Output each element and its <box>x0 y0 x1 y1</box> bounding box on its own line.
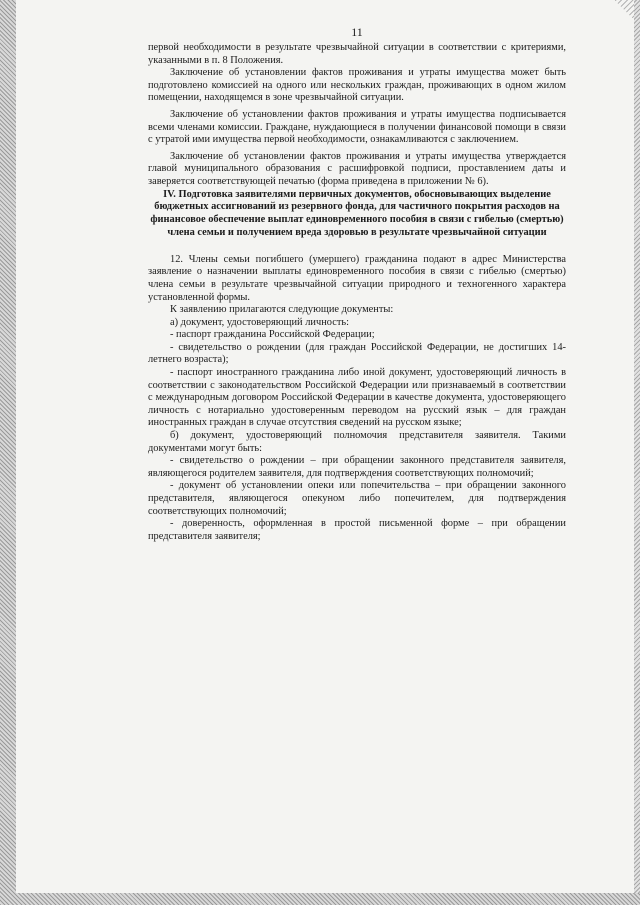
list-item: - свидетельство о рождении – при обращении законного представителя заявителя, являющегося родителем заявителя, для подтверждения соответствующих полномочий; <box>148 455 566 479</box>
page-number: 11 <box>351 25 363 39</box>
scan-edge-right <box>634 0 640 905</box>
paragraph: первой необходимости в результате чрезвычайной ситуации в соответствии с критериями, указанными в п. 8 Положения. <box>148 42 566 66</box>
paragraph: Заключение об установлении фактов проживания и утраты имущества утверждается главой муниципального образования с расшифровкой подписи, проставлением даты и заверяется соответствующей печатью (форма приведена в приложении № 6). <box>148 150 566 187</box>
paragraph: 12. Члены семьи погибшего (умершего) гражданина подают в адрес Министерства заявление о назначении выплаты единовременного пособия в связи с гибелью (смертью) члена семьи в результате чрезвычайной ситуации природного и техногенного характера установленной формы. <box>148 253 566 303</box>
scan-corner-artifact <box>606 0 634 28</box>
scan-edge-bottom <box>0 893 640 905</box>
paragraph: Заключение об установлении фактов проживания и утраты имущества подписывается всеми членами комиссии. Граждане, нуждающиеся в получении финансовой помощи в связи с утратой ими имущества первой необходимости, ознакамливаются с заключением. <box>148 108 566 146</box>
list-item: - паспорт иностранного гражданина либо иной документ, удостоверяющий личность в соответствии с законодательством Российской Федерации или признаваемый в соответствии с международным договором Российской Федерации в качестве документа, удостоверяющего личность с нотариально удостоверенным переводом на русский язык – для граждан иностранных граждан в случае отсутствия сведений на русском языке; <box>148 367 566 429</box>
list-item: - доверенность, оформленная в простой письменной форме – при обращении представителя заявителя; <box>148 518 566 542</box>
list-item: б) документ, удостоверяющий полномочия представителя заявителя. Такими документами могут быть: <box>148 430 566 454</box>
list-item: - свидетельство о рождении (для граждан Российской Федерации, не достигших 14-летнего возраста); <box>148 341 566 366</box>
list-item: - документ об установлении опеки или попечительства – при обращении законного представителя, являющегося опекуном либо попечителем, для подтверждения соответствующих полномочий; <box>148 480 566 517</box>
scan-edge-left <box>0 0 16 905</box>
list-item: - паспорт гражданина Российской Федерации; <box>170 329 375 341</box>
paragraph: Заключение об установлении фактов проживания и утраты имущества может быть подготовлено комиссией на одного или нескольких граждан, проживающих в одном жилом помещении, находящемся в зоне чрезвычайной ситуации. <box>148 67 566 104</box>
document-body <box>148 42 566 543</box>
section-heading: IV. Подготовка заявителями первичных документов, обосновывающих выделение бюджетных ассигнований из резервного фонда, для частичного покрытия расходов на финансовое обеспечение выплат единовременного пособия в связи с гибелью (смертью) члена семьи и получением вреда здоровью в результате чрезвычайной ситуации <box>150 188 564 238</box>
paragraph: К заявлению прилагаются следующие документы: <box>170 304 394 316</box>
list-item: а) документ, удостоверяющий личность: <box>170 316 349 328</box>
